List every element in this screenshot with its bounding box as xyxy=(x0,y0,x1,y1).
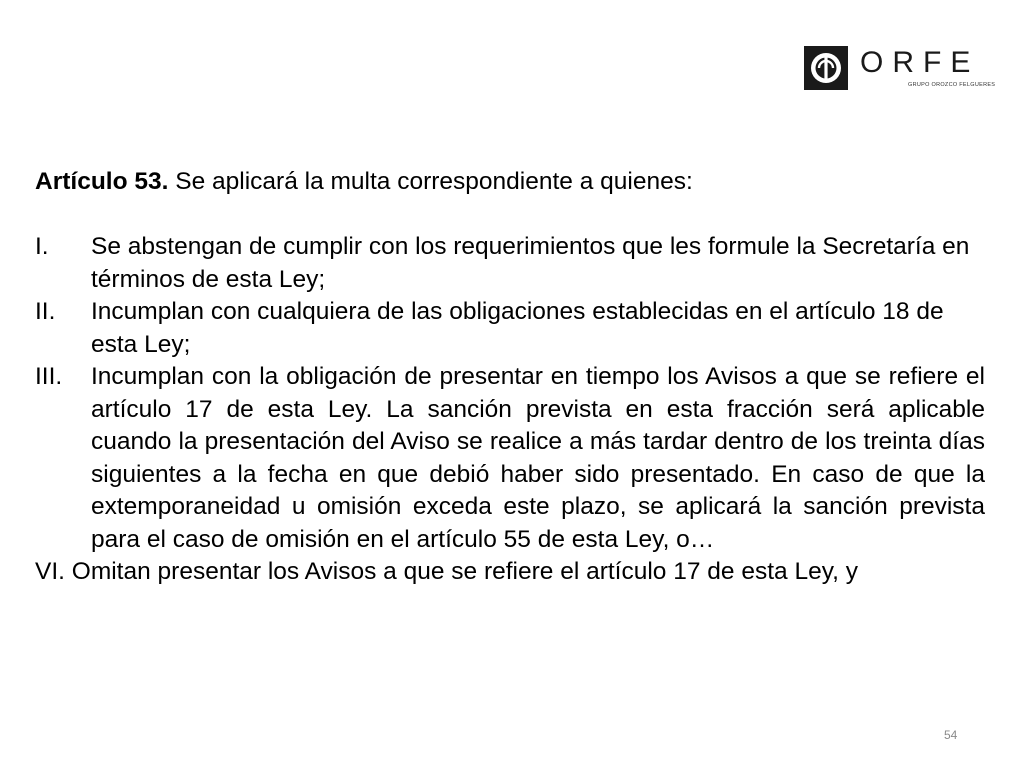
item-numeral: I. xyxy=(35,233,49,260)
list-item-ii xyxy=(35,296,985,361)
document-body xyxy=(35,166,985,589)
item-text: Se abstengan de cumplir con los requerimientos que les formule la Secretaría en términos de esta Ley; xyxy=(91,233,970,293)
list-item-vi: VI. Omitan presentar los Avisos a que se refiere el artículo 17 de esta Ley, y xyxy=(35,558,858,585)
logo-subtitle: GRUPO OROZCO FELGUERES xyxy=(908,82,996,88)
item-text: Incumplan con cualquiera de las obligaciones establecidas en el artículo 18 de esta Ley; xyxy=(91,298,944,358)
list-item-i xyxy=(35,231,985,296)
item-numeral: II. xyxy=(35,298,56,325)
item-text: Incumplan con la obligación de presentar en tiempo los Avisos a que se refiere el artículo 17 de esta Ley. La sanción prevista en esta fracción será aplicable cuando la presentación del Aviso se realice a más tardar dentro de los treinta días siguientes a la fecha en que debió haber sido presentado. En caso de que la extemporaneidad u omisión exceda este plazo, se aplicará la sanción prevista para el caso de omisión en el artículo 55 de esta Ley, o… xyxy=(91,363,985,553)
article-label: Artículo 53. xyxy=(35,168,169,195)
article-heading xyxy=(35,166,985,199)
page-number: 54 xyxy=(944,728,958,742)
orfe-logo xyxy=(804,44,996,94)
item-numeral: III. xyxy=(35,363,63,390)
list-item-iii xyxy=(35,361,985,556)
article-intro: Se aplicará la multa correspondiente a quienes: xyxy=(168,168,693,195)
logo-wordmark: ORFE xyxy=(860,46,980,79)
orfe-emblem-icon xyxy=(804,46,848,90)
spacer xyxy=(35,199,985,232)
